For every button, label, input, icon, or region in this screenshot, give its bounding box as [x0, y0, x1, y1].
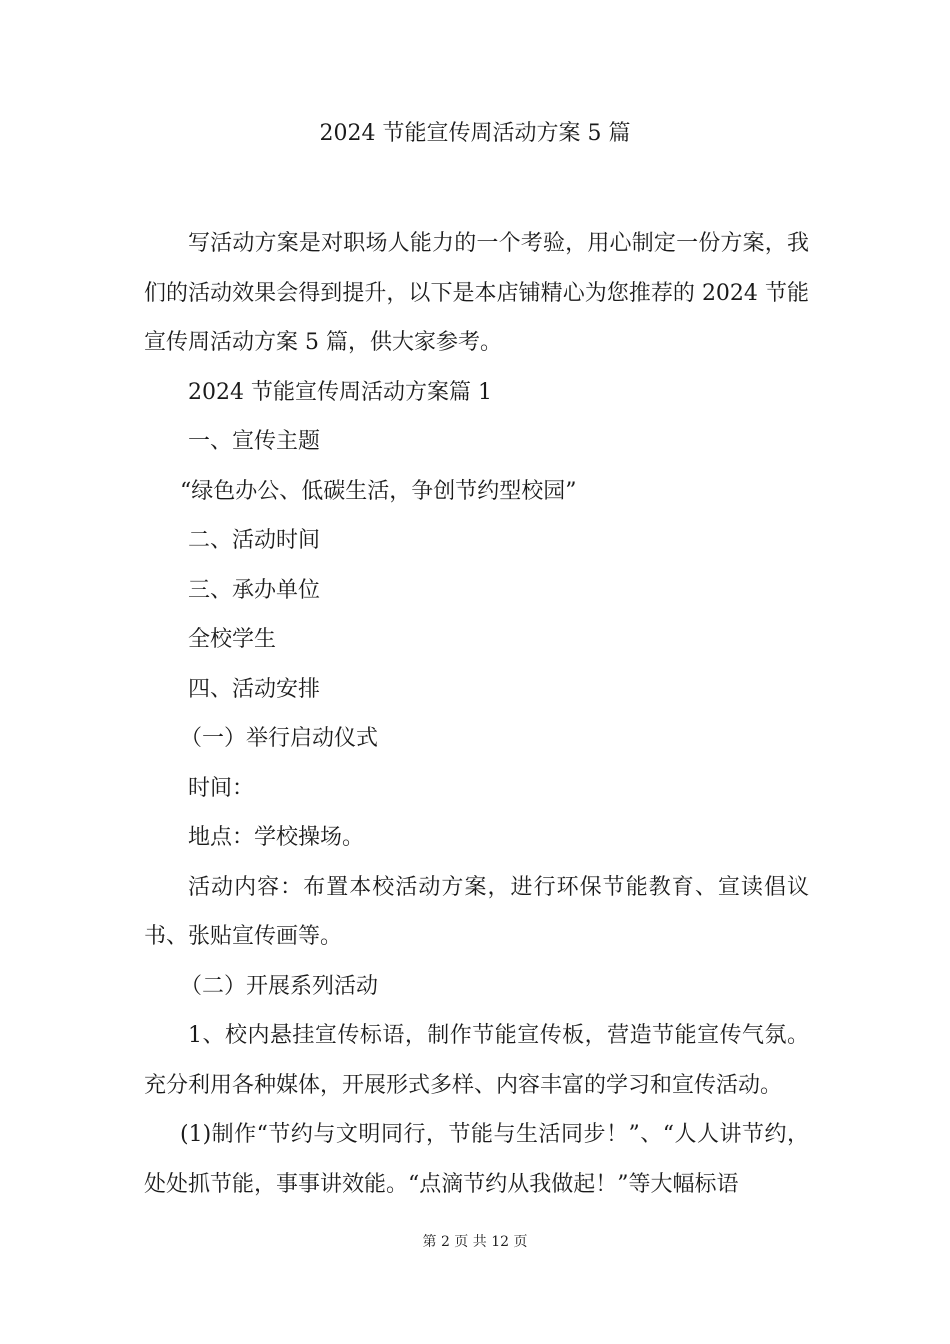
page-footer: 第 2 页 共 12 页: [422, 1234, 528, 1250]
subheading-launch-ceremony: （一）举行启动仪式: [180, 726, 379, 751]
ceremony-time: 时间：: [188, 775, 255, 801]
heading-publicity-theme: 一、宣传主题: [188, 429, 321, 454]
ceremony-location: 地点：学校操场。: [188, 825, 365, 850]
intro-paragraph: 写活动方案是对职场人能力的一个考验，用心制定一份方案，我们的活动效果会得到提升，以下是本店铺精心为您推荐的 2024 节能宣传周活动方案 5 篇，供大家参考。: [144, 231, 809, 355]
heading-organizer: 三、承办单位: [188, 577, 321, 603]
organizer-value: 全校学生: [188, 627, 277, 652]
document-title: 2024 节能宣传周活动方案 5 篇: [319, 121, 631, 146]
activity-item-1-detail: (1)制作“节约与文明同行，节能与生活同步！”、“人人讲节约，处处抓节能，事事讲效能。“点滴节约从我做起！”等大幅标语: [144, 1122, 809, 1197]
section-heading-part-1: 2024 节能宣传周活动方案篇 1: [188, 379, 492, 405]
subheading-series-activities: （二）开展系列活动: [180, 973, 379, 999]
activity-item-1: 1、校内悬挂宣传标语，制作节能宣传板，营造节能宣传气氛。充分利用各种媒体，开展形式多样、内容丰富的学习和宣传活动。: [144, 1023, 809, 1098]
theme-slogan: “绿色办公、低碳生活，争创节约型校园”: [180, 478, 577, 504]
heading-activity-time: 二、活动时间: [188, 528, 321, 553]
ceremony-content: 活动内容：布置本校活动方案，进行环保节能教育、宣读倡议书、张贴宣传画等。: [144, 874, 809, 949]
heading-activity-arrangement: 四、活动安排: [188, 676, 321, 702]
document-body: [144, 219, 809, 1209]
